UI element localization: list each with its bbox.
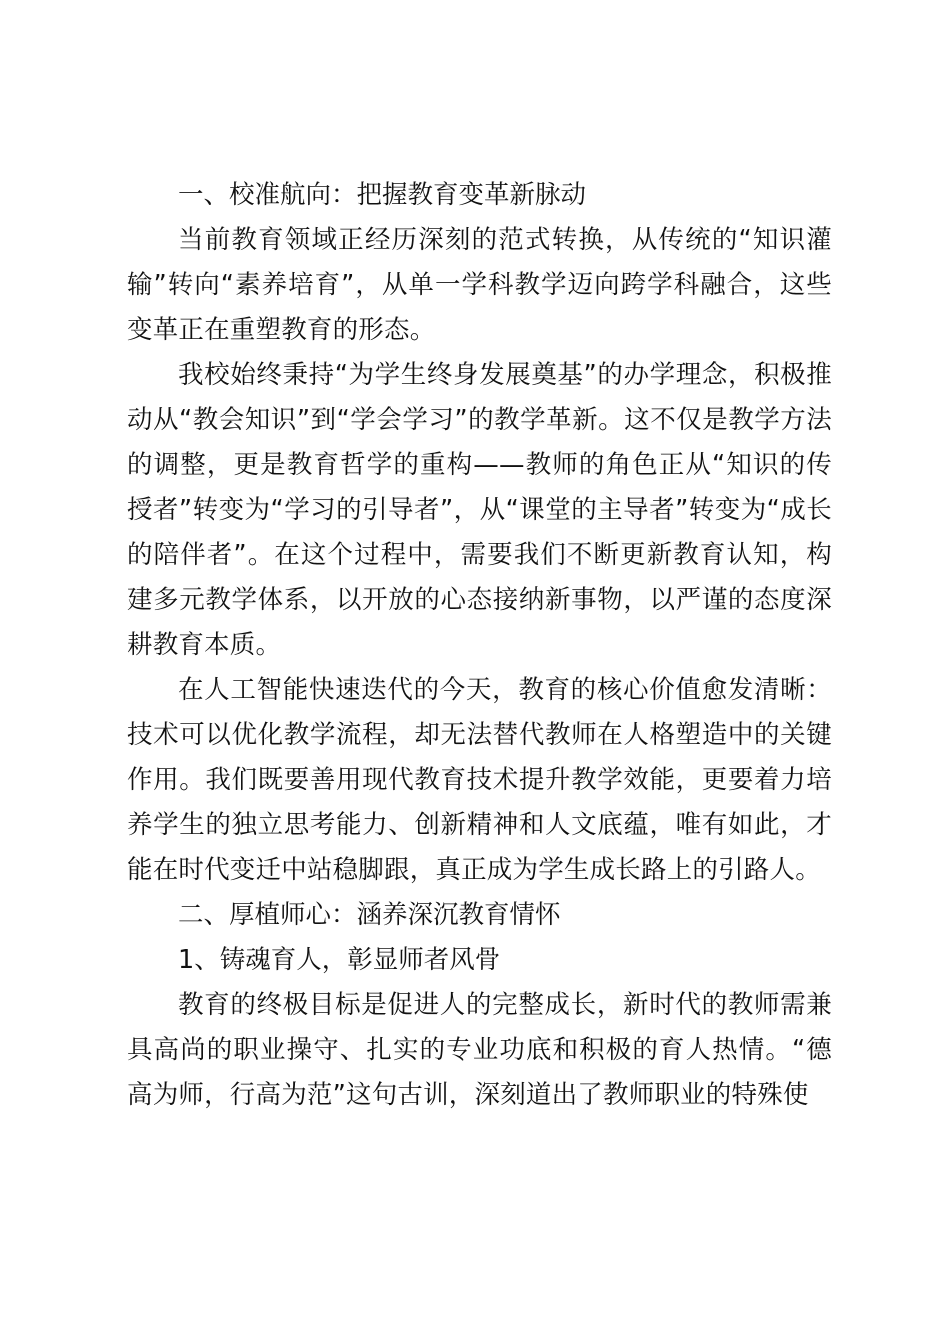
paragraph-2: 我校始终秉持“为学生终身发展奠基”的办学理念，积极推动从“教会知识”到“学会学习”的教学革新。这不仅是教学方法的调整，更是教育哲学的重构——教师的角色正从“知识的传授者”转变为“学习的引导者”，从“课堂的主导者”转变为“成长的陪伴者”。在这个过程中，需要我们不断更新教育认知，构建多元教学体系，以开放的心态接纳新事物，以严谨的态度深耕教育本质。 [127, 360, 832, 660]
paragraph-4: 教育的终极目标是促进人的完整成长，新时代的教师需兼具高尚的职业操守、扎实的专业功底和积极的育人热情。“德高为师，行高为范”这句古训，深刻道出了教师职业的特殊使 [127, 990, 832, 1110]
paragraph-3: 在人工智能快速迭代的今天，教育的核心价值愈发清晰：技术可以优化教学流程，却无法替代教师在人格塑造中的关键作用。我们既要善用现代教育技术提升教学效能，更要着力培养学生的独立思考能力、创新精神和人文底蕴，唯有如此，才能在时代变迁中站稳脚跟，真正成为学生成长路上的引路人。 [127, 675, 832, 885]
subsection-heading-1: 1、铸魂育人，彰显师者风骨 [178, 945, 501, 975]
section-heading-1: 一、校准航向：把握教育变革新脉动 [178, 180, 587, 210]
section-heading-2: 二、厚植师心：涵养深沉教育情怀 [178, 900, 561, 930]
document-body [127, 173, 832, 1118]
paragraph-1: 当前教育领域正经历深刻的范式转换，从传统的“知识灌输”转向“素养培育”，从单一学科教学迈向跨学科融合，这些变革正在重塑教育的形态。 [127, 225, 832, 345]
